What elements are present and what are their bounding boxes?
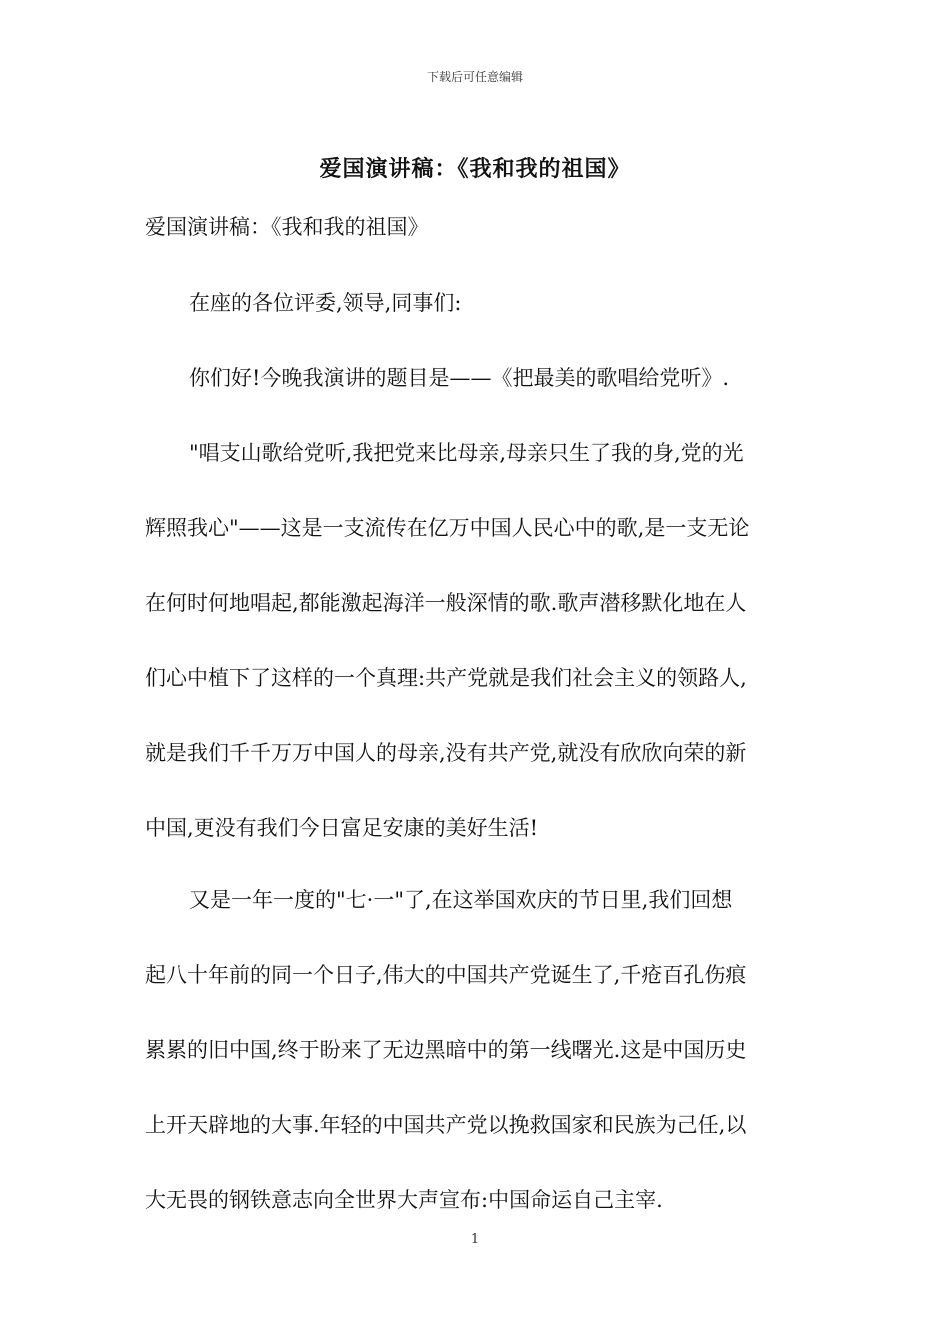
paragraph-line: 上开天辟地的大事.年轻的中国共产党以挽救国家和民族为己任,以 — [145, 1113, 747, 1137]
paragraph-line: 们心中植下了这样的一个真理:共产党就是我们社会主义的领路人, — [145, 666, 747, 690]
paragraph-line: 累累的旧中国,终于盼来了无边黑暗中的第一线曙光.这是中国历史 — [145, 1038, 747, 1062]
salutation-line: 在座的各位评委,领导,同事们: — [189, 291, 462, 315]
paragraph-line: 中国,更没有我们今日富足安康的美好生活! — [145, 816, 539, 840]
paragraph-line: 起八十年前的同一个日子,伟大的中国共产党诞生了,千疮百孔伤痕 — [145, 963, 747, 987]
paragraph-line: 在何时何地唱起,都能激起海洋一般深情的歌.歌声潜移默化地在人 — [145, 591, 747, 615]
greeting-line: 你们好!今晚我演讲的题目是——《把最美的歌唱给党听》. — [189, 366, 730, 390]
paragraph-line: 辉照我心"——这是一支流传在亿万中国人民心中的歌,是一支无论 — [145, 516, 750, 540]
paragraph-line: 就是我们千千万万中国人的母亲,没有共产党,就没有欣欣向荣的新 — [145, 741, 747, 765]
paragraph-line: 又是一年一度的"七·一"了,在这举国欢庆的节日里,我们回想 — [189, 888, 733, 912]
paragraph-line: "唱支山歌给党听,我把党来比母亲,母亲只生了我的身,党的光 — [189, 441, 744, 465]
document-title: 爱国演讲稿：《我和我的祖国》 — [319, 156, 631, 182]
document-subtitle: 爱国演讲稿：《我和我的祖国》 — [145, 215, 429, 239]
page-number: 1 — [470, 1232, 480, 1247]
header-note: 下载后可任意编辑 — [426, 70, 523, 84]
paragraph-line: 大无畏的钢铁意志向全世界大声宣布:中国命运自己主宰. — [145, 1188, 663, 1212]
